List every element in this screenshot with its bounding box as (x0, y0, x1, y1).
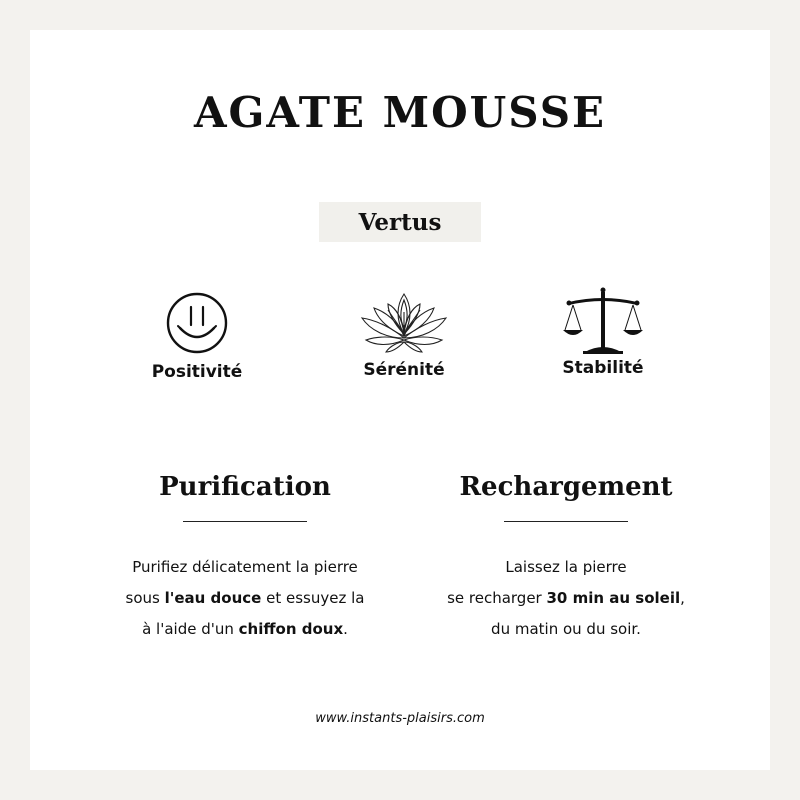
recharge-title: Rechargement (459, 472, 673, 502)
purification-line-1: Purifiez délicatement la pierre (132, 558, 358, 576)
lotus-icon (358, 288, 450, 356)
page-title: AGATE MOUSSE (193, 88, 607, 137)
purification-text (85, 552, 405, 645)
section-tag-label: Vertus (358, 208, 442, 236)
scales-icon (563, 286, 643, 356)
virtue-stabilite (523, 286, 683, 378)
purification-title: Purification (159, 472, 331, 502)
virtue-label: Positivité (151, 362, 243, 382)
text-bold: l'eau douce (164, 589, 262, 607)
purification-section (85, 472, 405, 645)
virtue-serenite (324, 288, 484, 380)
section-tag-vertus (319, 202, 481, 242)
purification-line-3 (85, 614, 405, 645)
virtue-positivite (117, 290, 277, 382)
text-span: se recharger (447, 589, 547, 607)
text-bold: 30 min au soleil (546, 589, 681, 607)
smiley-icon (164, 290, 230, 356)
virtue-label: Stabilité (562, 358, 644, 378)
footer-url: www.instants-plaisirs.com (315, 711, 485, 726)
recharge-text (406, 552, 726, 645)
virtue-label: Sérénité (363, 360, 445, 380)
card (30, 30, 770, 770)
text-span: . (343, 620, 348, 638)
text-span: , (680, 589, 685, 607)
recharge-line-3: du matin ou du soir. (491, 620, 641, 638)
recharge-line-2 (406, 583, 726, 614)
text-span: à l'aide d'un (142, 620, 239, 638)
recharge-section (406, 472, 726, 645)
text-bold: chiffon doux (238, 620, 344, 638)
recharge-line-1: Laissez la pierre (505, 558, 627, 576)
text-span: sous (125, 589, 165, 607)
purification-divider (183, 521, 307, 522)
purification-line-2 (85, 583, 405, 614)
recharge-divider (504, 521, 628, 522)
text-span: et essuyez la (261, 589, 365, 607)
